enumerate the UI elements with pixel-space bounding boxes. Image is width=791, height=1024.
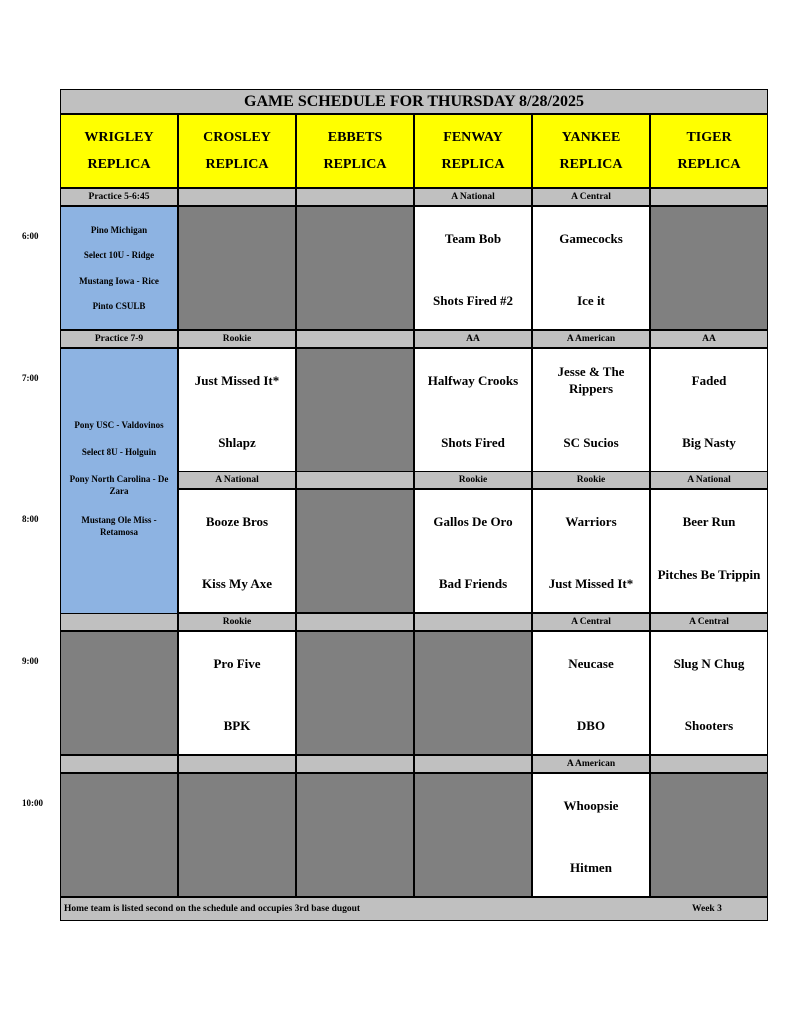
empty-slot xyxy=(414,773,532,897)
practice-team: Pony USC - Valdovinos xyxy=(74,420,164,430)
home-team: Hitmen xyxy=(570,859,612,875)
home-team: Just Missed It* xyxy=(548,575,634,591)
division-label: A American xyxy=(532,755,650,773)
away-team: Jesse & The Rippers xyxy=(557,364,625,396)
empty-slot xyxy=(296,773,414,897)
venue-header-crosley xyxy=(178,114,296,188)
away-team: Gallos De Oro xyxy=(433,513,513,529)
game-cell xyxy=(650,489,768,613)
division-label xyxy=(296,613,414,631)
home-team: BPK xyxy=(223,717,251,733)
division-label: Rookie xyxy=(178,613,296,631)
division-label: A National xyxy=(414,188,532,206)
away-team: Pro Five xyxy=(213,655,261,671)
division-label xyxy=(60,755,178,773)
away-team: Whoopsie xyxy=(563,797,619,813)
game-cell xyxy=(178,348,296,472)
venue-sub: REPLICA xyxy=(87,157,151,172)
division-label xyxy=(296,188,414,206)
away-team: Halfway Crooks xyxy=(427,372,519,388)
division-label xyxy=(650,188,768,206)
home-team: Kiss My Axe xyxy=(201,575,273,591)
venue-sub: REPLICA xyxy=(441,157,505,172)
empty-slot xyxy=(178,773,296,897)
division-label xyxy=(414,613,532,631)
venue-name: EBBETS xyxy=(327,130,383,145)
venue-header-wrigley xyxy=(60,114,178,188)
page-title: GAME SCHEDULE FOR THURSDAY 8/28/2025 xyxy=(60,89,768,114)
division-label xyxy=(296,330,414,348)
division-label: A National xyxy=(178,471,296,489)
practice-team: Pinto CSULB xyxy=(92,301,146,311)
home-team: Pitches Be Trippin xyxy=(657,567,761,582)
practice-team: Select 10U - Ridge xyxy=(83,250,155,260)
home-team: Shots Fired xyxy=(441,434,505,450)
division-label xyxy=(60,613,178,631)
empty-slot xyxy=(650,773,768,897)
game-cell xyxy=(414,348,532,472)
empty-slot xyxy=(178,206,296,330)
practice-team: Mustang Iowa - Rice xyxy=(79,276,159,286)
division-label: A Central xyxy=(532,188,650,206)
division-label: A Central xyxy=(650,613,768,631)
division-label xyxy=(414,755,532,773)
game-cell xyxy=(532,773,650,897)
game-cell xyxy=(532,631,650,755)
practice-label: Practice 5-6:45 xyxy=(60,188,178,206)
venue-name: FENWAY xyxy=(443,130,503,145)
week-label: Week 3 xyxy=(692,904,722,914)
venue-sub: REPLICA xyxy=(677,157,741,172)
away-team: Beer Run xyxy=(682,513,736,529)
venue-name: CROSLEY xyxy=(203,130,271,145)
division-label: A American xyxy=(532,330,650,348)
game-cell xyxy=(414,489,532,613)
away-team: Faded xyxy=(691,372,727,388)
footer-note: Home team is listed second on the schedule and occupies 3rd base dugout xyxy=(64,904,361,914)
venue-header-fenway xyxy=(414,114,532,188)
venue-sub: REPLICA xyxy=(323,157,387,172)
practice-team: Select 8U - Holguin xyxy=(81,447,157,457)
practice-block xyxy=(60,348,178,614)
empty-slot xyxy=(296,489,414,613)
away-team: Just Missed It* xyxy=(194,372,280,388)
home-team: Shooters xyxy=(684,717,734,733)
empty-slot xyxy=(60,773,178,897)
empty-slot xyxy=(650,206,768,330)
division-label: Rookie xyxy=(532,471,650,489)
empty-slot xyxy=(60,631,178,755)
division-label xyxy=(178,188,296,206)
away-team: Booze Bros xyxy=(205,513,269,529)
game-cell xyxy=(650,631,768,755)
home-team: Bad Friends xyxy=(438,575,508,591)
venue-header-yankee xyxy=(532,114,650,188)
division-label: Rookie xyxy=(178,330,296,348)
time-label: 6:00 xyxy=(22,231,39,241)
game-cell xyxy=(532,489,650,613)
venue-sub: REPLICA xyxy=(205,157,269,172)
practice-team: Mustang Ole Miss - Retamosa xyxy=(81,515,157,537)
home-team: Shlapz xyxy=(218,434,256,450)
division-label xyxy=(296,755,414,773)
division-label xyxy=(296,471,414,489)
division-label: Rookie xyxy=(414,471,532,489)
time-label: 8:00 xyxy=(22,514,39,524)
game-cell xyxy=(414,206,532,330)
venue-name: YANKEE xyxy=(561,130,621,145)
game-cell xyxy=(178,631,296,755)
venue-name: TIGER xyxy=(686,130,732,145)
game-cell xyxy=(178,489,296,613)
game-cell xyxy=(650,348,768,472)
division-label xyxy=(650,755,768,773)
empty-slot xyxy=(296,631,414,755)
empty-slot xyxy=(414,631,532,755)
home-team: Shots Fired #2 xyxy=(433,292,513,308)
away-team: Slug N Chug xyxy=(673,655,745,671)
division-label: A National xyxy=(650,471,768,489)
away-team: Neucase xyxy=(568,655,614,671)
away-team: Gamecocks xyxy=(559,230,623,246)
home-team: Ice it xyxy=(577,292,605,308)
home-team: DBO xyxy=(576,717,606,733)
empty-slot xyxy=(296,348,414,472)
home-team: Big Nasty xyxy=(682,434,736,450)
venue-sub: REPLICA xyxy=(559,157,623,172)
game-cell xyxy=(532,206,650,330)
practice-block xyxy=(60,206,178,330)
away-team: Warriors xyxy=(565,513,617,529)
game-cell xyxy=(532,348,650,472)
time-label: 10:00 xyxy=(22,798,43,808)
empty-slot xyxy=(296,206,414,330)
division-label: AA xyxy=(650,330,768,348)
division-label: AA xyxy=(414,330,532,348)
division-label: A Central xyxy=(532,613,650,631)
practice-team: Pino Michigan xyxy=(90,225,148,235)
time-label: 7:00 xyxy=(22,373,39,383)
division-label xyxy=(178,755,296,773)
venue-name: WRIGLEY xyxy=(84,130,154,145)
away-team: Team Bob xyxy=(444,230,502,246)
venue-header-ebbets xyxy=(296,114,414,188)
home-team: SC Sucios xyxy=(563,434,619,450)
practice-label: Practice 7-9 xyxy=(60,330,178,348)
practice-team: Pony North Carolina - De Zara xyxy=(69,474,169,496)
time-label: 9:00 xyxy=(22,656,39,666)
venue-header-tiger xyxy=(650,114,768,188)
footer-bar xyxy=(60,897,768,921)
